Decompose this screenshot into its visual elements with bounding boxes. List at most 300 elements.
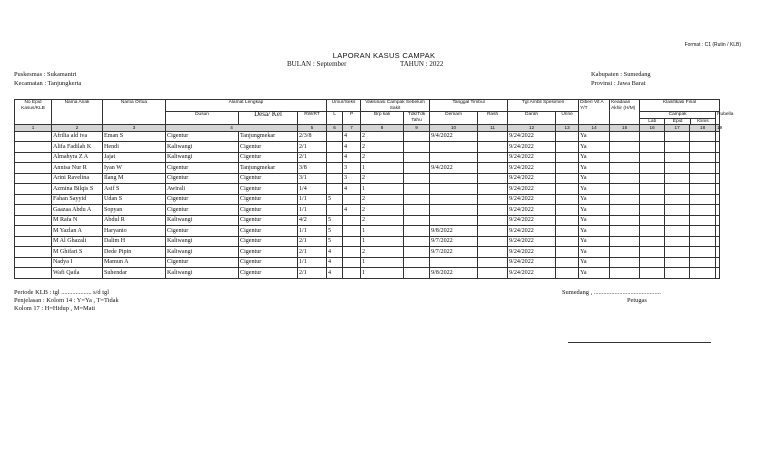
cell-tdk-tahu <box>404 142 430 153</box>
cell-empty <box>716 163 720 174</box>
cell-umur-p <box>343 215 361 226</box>
cell-tgl-rash <box>478 194 508 205</box>
cell-no-epid <box>15 205 52 216</box>
cell-tgl-darah: 9/24/2022 <box>508 257 556 268</box>
cell-rw-rt: 2/1 <box>298 268 327 279</box>
col-darah: Darah <box>508 112 556 125</box>
cell-tgl-rash <box>478 173 508 184</box>
cell-tgl-darah: 9/24/2022 <box>508 247 556 258</box>
cell-umur-l <box>327 131 343 142</box>
cell-tgl-demam: 9/7/2022 <box>430 247 478 258</box>
cell-empty <box>640 257 665 268</box>
cell-empty <box>716 257 720 268</box>
cell-dusun: Cigentur <box>166 163 239 174</box>
cell-empty <box>640 236 665 247</box>
cell-empty <box>690 173 716 184</box>
cell-vit-a: Ya <box>579 257 610 268</box>
cell-umur-l <box>327 205 343 216</box>
cell-empty <box>610 268 640 279</box>
cell-no-epid <box>15 173 52 184</box>
cell-tdk-tahu <box>404 194 430 205</box>
cell-tgl-urine <box>556 268 579 279</box>
cell-tgl-demam <box>430 205 478 216</box>
cell-nama-anak: Alifa Fadilah K <box>52 142 103 153</box>
col-rwrt: RW/RT <box>298 112 327 125</box>
cell-dusun: Cigentur <box>166 205 239 216</box>
cell-empty <box>716 173 720 184</box>
cell-tgl-demam: 9/8/2022 <box>430 226 478 237</box>
col-epid: Epid <box>665 119 690 125</box>
cell-dusun: Kaliwangi <box>166 268 239 279</box>
cell-tgl-darah: 9/24/2022 <box>508 142 556 153</box>
col-rash: Rash <box>478 112 508 125</box>
cell-empty <box>716 152 720 163</box>
cell-rw-rt: 1/1 <box>298 226 327 237</box>
cell-nama-ortua: Hendi <box>103 142 166 153</box>
cell-tgl-demam <box>430 142 478 153</box>
cell-tgl-demam <box>430 257 478 268</box>
cell-empty <box>716 215 720 226</box>
cell-empty <box>716 226 720 237</box>
cell-tgl-rash <box>478 205 508 216</box>
cell-empty <box>665 163 690 174</box>
cell-empty <box>640 268 665 279</box>
cell-tgl-demam: 9/4/2022 <box>430 163 478 174</box>
cell-desa: Cigentur <box>239 142 298 153</box>
cell-umur-p: 4 <box>343 184 361 195</box>
cell-tgl-rash <box>478 131 508 142</box>
cell-dusun: Kaliwangi <box>166 215 239 226</box>
cell-vit-a: Ya <box>579 184 610 195</box>
cell-tdk-tahu <box>404 226 430 237</box>
cell-rw-rt: 3/1 <box>298 173 327 184</box>
cell-empty <box>716 184 720 195</box>
column-number: 18 <box>690 125 716 132</box>
cell-empty <box>640 194 665 205</box>
cell-empty <box>665 205 690 216</box>
case-rows <box>15 131 720 278</box>
table-row <box>15 184 720 195</box>
kabupaten-label: Kabupaten : Sumedang <box>591 71 651 78</box>
cell-desa: Cigentur <box>239 257 298 268</box>
cell-tgl-demam: 9/8/2022 <box>430 268 478 279</box>
cell-no-epid <box>15 215 52 226</box>
column-number: 2 <box>52 125 103 132</box>
cell-empty <box>640 215 665 226</box>
cell-empty <box>665 268 690 279</box>
cell-tgl-darah: 9/24/2022 <box>508 236 556 247</box>
cell-umur-l <box>327 173 343 184</box>
cell-desa: Tanjungmekar <box>239 163 298 174</box>
cell-tdk-tahu <box>404 173 430 184</box>
cell-umur-l: 4 <box>327 268 343 279</box>
cell-tgl-darah: 9/24/2022 <box>508 205 556 216</box>
column-number: 1 <box>15 125 52 132</box>
cell-brp-kali: 2 <box>361 152 404 163</box>
table-row <box>15 268 720 279</box>
cell-tgl-urine <box>556 236 579 247</box>
col-campak-group <box>640 112 716 125</box>
cell-nama-ortua: Dede Pipin <box>103 247 166 258</box>
table-row <box>15 226 720 237</box>
cell-umur-l <box>327 184 343 195</box>
petugas-label: Petugas <box>627 297 647 305</box>
cell-nama-ortua: Udan S <box>103 194 166 205</box>
column-number: 16 <box>640 125 665 132</box>
penjelasan: Penjelasan : Kolom 14 : Y=Ya , T=Tidak <box>14 297 119 305</box>
periode-klb: Periode KLB : tgl ................... s/d tgl <box>14 289 109 296</box>
cell-empty <box>610 173 640 184</box>
format-label: Format : C1 (Rutin / KLB) <box>684 42 741 48</box>
cell-vit-a: Ya <box>579 236 610 247</box>
cell-dusun: Kaliwangi <box>166 247 239 258</box>
cell-rw-rt: 2/1 <box>298 236 327 247</box>
cell-no-epid <box>15 268 52 279</box>
cell-tgl-urine <box>556 131 579 142</box>
cell-nama-ortua: Abdul R <box>103 215 166 226</box>
cell-tdk-tahu <box>404 247 430 258</box>
cell-empty <box>716 194 720 205</box>
cell-empty <box>665 194 690 205</box>
cell-tgl-urine <box>556 152 579 163</box>
cell-empty <box>690 184 716 195</box>
col-desa: Desa/ Kel <box>239 112 298 125</box>
cell-nama-anak: Azmina Bilqis S <box>52 184 103 195</box>
table-row <box>15 142 720 153</box>
cell-umur-l: 4 <box>327 247 343 258</box>
cell-dusun: Cigentur <box>166 131 239 142</box>
header-right-meta <box>591 71 651 88</box>
cell-nama-ortua: Eman S <box>103 131 166 142</box>
cell-tgl-urine <box>556 142 579 153</box>
cell-brp-kali: 1 <box>361 184 404 195</box>
cell-desa: Cigentur <box>239 226 298 237</box>
cell-umur-l <box>327 163 343 174</box>
cell-empty <box>690 236 716 247</box>
cell-tgl-rash <box>478 142 508 153</box>
col-umur-seks: Umur/Seks <box>327 100 361 112</box>
cell-tgl-demam <box>430 184 478 195</box>
cell-rw-rt: 2/1 <box>298 247 327 258</box>
cell-tgl-darah: 9/24/2022 <box>508 152 556 163</box>
cell-empty <box>716 247 720 258</box>
cell-desa: Cigentur <box>239 247 298 258</box>
month-label: BULAN : September <box>287 60 347 68</box>
cell-empty <box>640 226 665 237</box>
cell-empty <box>665 142 690 153</box>
cell-umur-p <box>343 236 361 247</box>
table-row <box>15 215 720 226</box>
cell-empty <box>640 152 665 163</box>
cell-brp-kali: 1 <box>361 163 404 174</box>
cell-nama-anak: Fahan Sayyid <box>52 194 103 205</box>
column-number: 10 <box>430 125 478 132</box>
cell-tgl-urine <box>556 215 579 226</box>
cell-nama-anak: M Rafa N <box>52 215 103 226</box>
cell-empty <box>640 247 665 258</box>
cell-empty <box>640 184 665 195</box>
col-nama-anak: Nama Anak <box>52 100 103 125</box>
cell-tgl-rash <box>478 226 508 237</box>
cell-tgl-rash <box>478 152 508 163</box>
column-number: 19 <box>717 125 723 130</box>
cell-no-epid <box>15 152 52 163</box>
cell-brp-kali: 2 <box>361 215 404 226</box>
cell-empty <box>665 226 690 237</box>
provinsi-label: Provinsi : Jawa Barat <box>591 79 646 87</box>
cell-no-epid <box>15 257 52 268</box>
cell-umur-l <box>327 152 343 163</box>
cell-umur-p: 4 <box>343 205 361 216</box>
cell-nama-anak: M Yazlan A <box>52 226 103 237</box>
cell-no-epid <box>15 247 52 258</box>
table-row <box>15 194 720 205</box>
cell-tdk-tahu <box>404 215 430 226</box>
col-vaksinasi: Vaksinasi Campak Sebelum Sakit <box>361 100 430 112</box>
cell-umur-l: 5 <box>327 215 343 226</box>
cell-empty <box>665 215 690 226</box>
column-number: 4 <box>166 125 298 132</box>
cell-tgl-urine <box>556 205 579 216</box>
footer-right <box>562 289 661 305</box>
cell-nama-ortua: Mamun A <box>103 257 166 268</box>
cell-nama-anak: Almahyra Z A <box>52 152 103 163</box>
cell-brp-kali: 1 <box>361 268 404 279</box>
cell-empty <box>716 268 720 279</box>
cell-empty <box>640 163 665 174</box>
cell-tgl-darah: 9/24/2022 <box>508 226 556 237</box>
col-tdk-tahu: Tdk/Tdk Tahu <box>404 112 430 125</box>
cell-dusun: Cigentur <box>166 257 239 268</box>
cell-tgl-urine <box>556 163 579 174</box>
sumedang-date: Sumedang , .......................................... <box>562 289 661 296</box>
cell-empty <box>610 131 640 142</box>
cell-nama-anak: M Ghifari S <box>52 247 103 258</box>
cell-tdk-tahu <box>404 205 430 216</box>
cell-empty <box>640 173 665 184</box>
cell-empty <box>690 215 716 226</box>
cell-tdk-tahu <box>404 163 430 174</box>
cell-vit-a: Ya <box>579 247 610 258</box>
column-number: 7 <box>343 125 361 132</box>
column-number: 6 <box>327 125 343 132</box>
cell-umur-p <box>343 194 361 205</box>
cell-nama-ortua: Asif S <box>103 184 166 195</box>
cell-empty <box>610 257 640 268</box>
column-number: 15 <box>610 125 640 132</box>
cell-brp-kali: 2 <box>361 194 404 205</box>
cell-dusun: Kaliwangi <box>166 142 239 153</box>
cell-umur-p: 4 <box>343 142 361 153</box>
cell-tgl-demam <box>430 215 478 226</box>
cell-tgl-darah: 9/24/2022 <box>508 268 556 279</box>
cell-umur-l: 5 <box>327 236 343 247</box>
cell-rw-rt: 1/1 <box>298 194 327 205</box>
cell-tgl-rash <box>478 247 508 258</box>
column-number: 14 <box>579 125 610 132</box>
col-tgl-spesimen: Tgl Ambil Spesimen <box>508 100 579 112</box>
cell-umur-p: 3 <box>343 173 361 184</box>
cell-empty <box>690 268 716 279</box>
cell-brp-kali: 2 <box>361 131 404 142</box>
table-row <box>15 163 720 174</box>
cell-tdk-tahu <box>404 236 430 247</box>
cell-no-epid <box>15 142 52 153</box>
table-row <box>15 247 720 258</box>
cell-desa: Cigentur <box>239 184 298 195</box>
cell-tgl-darah: 9/24/2022 <box>508 173 556 184</box>
cell-empty <box>665 131 690 142</box>
cell-empty <box>610 184 640 195</box>
cell-desa: Cigentur <box>239 215 298 226</box>
cell-no-epid <box>15 226 52 237</box>
cell-tdk-tahu <box>404 268 430 279</box>
column-number: 9 <box>404 125 430 132</box>
cell-empty <box>690 131 716 142</box>
cell-desa: Tanjungmekar <box>239 131 298 142</box>
year-label: TAHUN : 2022 <box>400 60 444 68</box>
cell-desa: Cigentur <box>239 236 298 247</box>
cell-nama-anak: Gaazaa Abdu A <box>52 205 103 216</box>
table-row <box>15 173 720 184</box>
cell-nama-anak: Nadya I <box>52 257 103 268</box>
kolom17-note: Kolom 17 : H=Hidup , M=Mati <box>14 305 96 313</box>
column-number: 17 <box>665 125 690 132</box>
cell-empty <box>610 226 640 237</box>
cell-nama-anak: Arini Ravelina <box>52 173 103 184</box>
cell-nama-ortua: Haryanto <box>103 226 166 237</box>
cell-tgl-demam <box>430 173 478 184</box>
col-tanggal-timbul: Tanggal Timbul <box>430 100 508 112</box>
cell-empty <box>640 205 665 216</box>
cell-rw-rt: 2/1 <box>298 152 327 163</box>
cell-desa: Cigentur <box>239 194 298 205</box>
cell-no-epid <box>15 131 52 142</box>
cell-dusun: Cigentur <box>166 194 239 205</box>
col-p: P <box>343 112 361 125</box>
cell-empty <box>716 142 720 153</box>
cell-nama-ortua: Jajat <box>103 152 166 163</box>
cell-vit-a: Ya <box>579 205 610 216</box>
column-number: 5 <box>298 125 327 132</box>
col-klinis: Klinis <box>697 118 709 124</box>
cell-tdk-tahu <box>404 152 430 163</box>
table-row <box>15 131 720 142</box>
cell-vit-a: Ya <box>579 268 610 279</box>
cell-empty <box>690 194 716 205</box>
cell-brp-kali: 2 <box>361 173 404 184</box>
cell-tgl-demam <box>430 152 478 163</box>
cell-tgl-darah: 9/24/2022 <box>508 215 556 226</box>
cell-empty <box>610 205 640 216</box>
col-brp-kali: Brp kali <box>361 112 404 125</box>
table-row <box>15 257 720 268</box>
cell-umur-p <box>343 247 361 258</box>
cell-empty <box>716 205 720 216</box>
col-campak: Campak <box>640 112 715 119</box>
cell-tgl-urine <box>556 184 579 195</box>
report-title: LAPORAN KASUS CAMPAK <box>332 51 436 60</box>
cell-desa: Cigentur <box>239 173 298 184</box>
cell-brp-kali: 1 <box>361 236 404 247</box>
col-l: L <box>327 112 343 125</box>
cell-vit-a: Ya <box>579 152 610 163</box>
cell-tgl-darah: 9/24/2022 <box>508 163 556 174</box>
cell-tdk-tahu <box>404 257 430 268</box>
col-nama-ortua: Nama Ortua <box>103 100 166 125</box>
cell-empty <box>665 247 690 258</box>
cell-empty <box>665 173 690 184</box>
cell-dusun: Awirali <box>166 184 239 195</box>
cell-nama-ortua: Sopyan <box>103 205 166 216</box>
cell-empty <box>665 257 690 268</box>
col-no-epid: No Epid Kasus/KLB <box>15 100 52 125</box>
cell-tgl-urine <box>556 257 579 268</box>
cell-tgl-rash <box>478 184 508 195</box>
case-report-table <box>14 99 734 279</box>
col-demam: Demam <box>430 112 478 125</box>
cell-tgl-urine <box>556 226 579 237</box>
cell-rw-rt: 2/3/8 <box>298 131 327 142</box>
column-number: 12 <box>508 125 556 132</box>
cell-desa: Cigentur <box>239 268 298 279</box>
cell-empty <box>690 247 716 258</box>
cell-empty <box>665 236 690 247</box>
column-number: 13 <box>556 125 579 132</box>
cell-empty <box>690 163 716 174</box>
col-keadaan-akhir: Keadaan Akhir (H/M) <box>610 100 640 125</box>
cell-no-epid <box>15 184 52 195</box>
cell-empty <box>610 215 640 226</box>
cell-tgl-darah: 9/24/2022 <box>508 184 556 195</box>
cell-brp-kali: 2 <box>361 247 404 258</box>
puskesmas-label: Puskesmas : Sukamantri <box>14 71 77 78</box>
cell-nama-ortua: Suhendar <box>103 268 166 279</box>
cell-vit-a: Ya <box>579 215 610 226</box>
cell-nama-anak: M Al Ghazali <box>52 236 103 247</box>
cell-vit-a: Ya <box>579 142 610 153</box>
header-left-meta <box>14 71 81 88</box>
cell-umur-p <box>343 226 361 237</box>
cell-umur-l: 5 <box>327 226 343 237</box>
col-vit-a: Diberi Vit A Y/T <box>579 100 610 125</box>
cell-empty <box>690 226 716 237</box>
cell-tgl-rash <box>478 215 508 226</box>
cell-tgl-demam <box>430 194 478 205</box>
cell-rw-rt: 1/1 <box>298 257 327 268</box>
cell-tgl-urine <box>556 194 579 205</box>
cell-nama-ortua: Dalim H <box>103 236 166 247</box>
cell-rw-rt: 2/1 <box>298 142 327 153</box>
cell-umur-p: 4 <box>343 131 361 142</box>
col-rubella: Rubella <box>716 112 720 125</box>
cell-tgl-demam: 9/4/2022 <box>430 131 478 142</box>
col-alamat: Alamat Lengkap <box>166 100 327 112</box>
cell-tgl-darah: 9/24/2022 <box>508 194 556 205</box>
cell-dusun: Kaliwangi <box>166 152 239 163</box>
col-klasifikasi: Klasifikasi Final <box>640 100 720 112</box>
cell-tgl-urine <box>556 247 579 258</box>
cell-vit-a: Ya <box>579 226 610 237</box>
cell-tgl-darah: 9/24/2022 <box>508 131 556 142</box>
cell-tgl-rash <box>478 257 508 268</box>
cell-nama-anak: Wafi Qaila <box>52 268 103 279</box>
cell-empty <box>610 247 640 258</box>
cell-brp-kali: 1 <box>361 257 404 268</box>
cell-dusun: Cigentur <box>166 226 239 237</box>
cell-desa: Cigentur <box>239 205 298 216</box>
signature-line <box>568 342 711 343</box>
